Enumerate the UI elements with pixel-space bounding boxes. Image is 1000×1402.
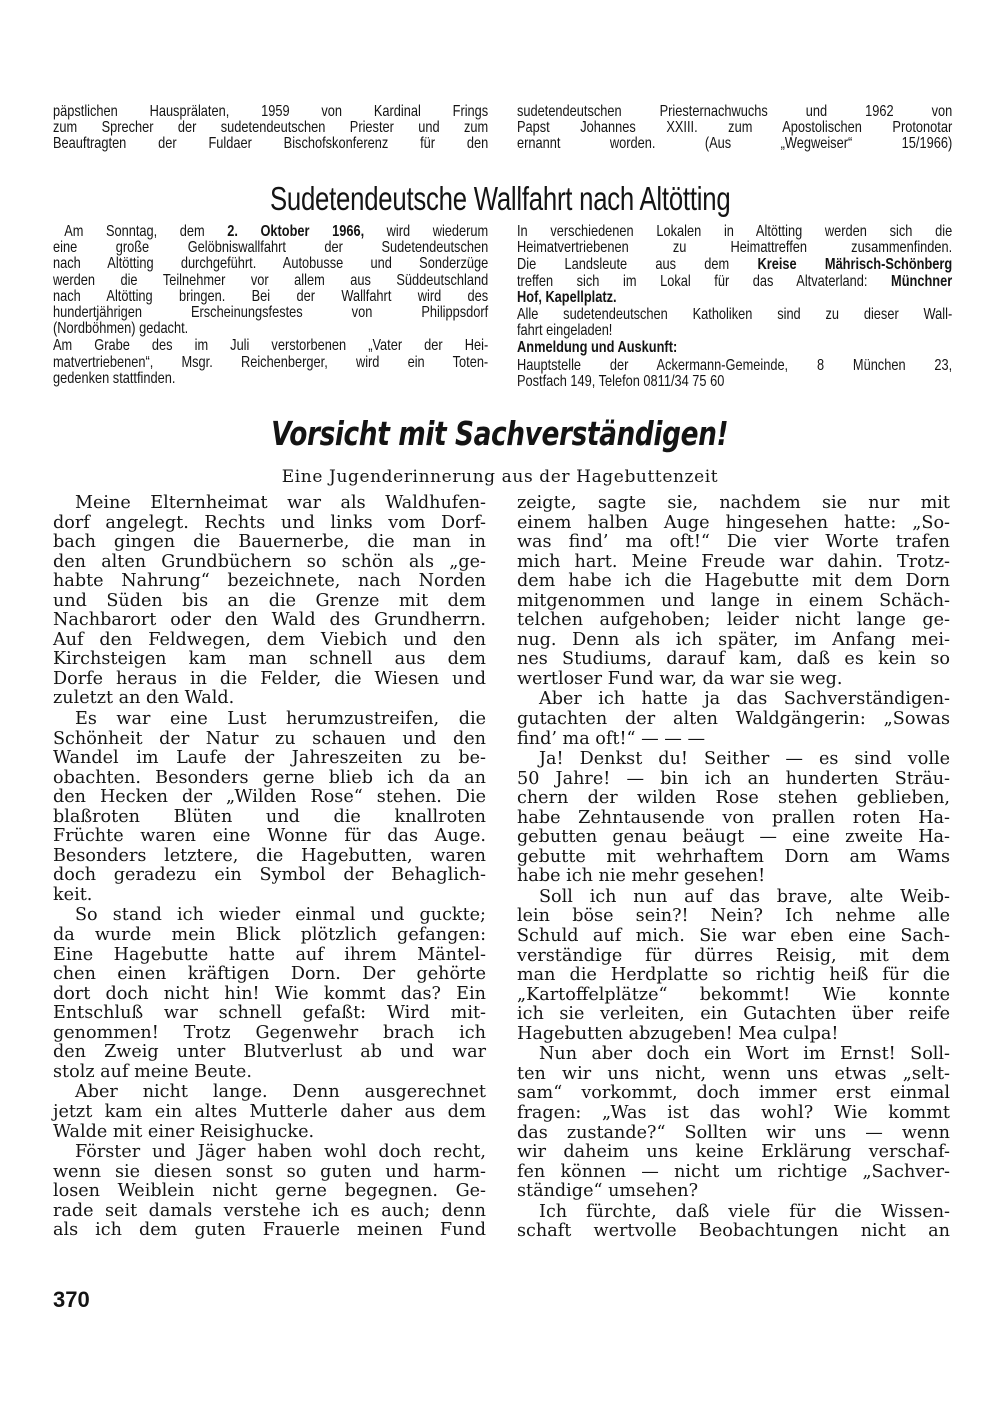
text-segment: jetzt kam ein altes Mutterle daher aus dem	[53, 1101, 486, 1122]
text-line	[517, 927, 950, 947]
text-segment: zeigte, sagte sie, nachdem sie nur mit	[517, 493, 950, 513]
text-line	[53, 289, 488, 305]
paragraph	[517, 224, 952, 256]
text-segment: Eine Hagebutte hatte auf ihrem Mäntel-	[53, 944, 486, 965]
text-line	[517, 730, 950, 750]
text-line	[517, 572, 950, 592]
text-segment: obachten. Besonders gerne blieb ich da an	[53, 767, 486, 788]
text-segment: mitgenommen und lange in einem Schäch-	[517, 590, 950, 611]
text-line	[53, 631, 486, 651]
article-subtitle: Eine Jugenderinnerung aus der Hagebuttenzeit	[281, 467, 719, 487]
text-segment: mich hart. Meine Freude war dahin. Trotz-	[517, 551, 950, 572]
text-segment: eine große Gelöbniswallfahrt der Sudetendeutschen	[53, 239, 489, 257]
text-line	[53, 338, 488, 354]
text-line	[53, 985, 486, 1005]
text-line	[517, 650, 950, 670]
text-segment: doch geradezu ein Symbol der Behaglich-	[53, 865, 486, 886]
text-segment: habe Zehntausende von prallen roten Ha-	[517, 807, 950, 828]
text-segment: einem halben Auge hingesehen hatte: „So-	[517, 512, 950, 533]
text-segment: losen Weiblein nicht gerne begegnen. Ge-	[53, 1181, 486, 1202]
text-segment: So stand ich wieder einmal und guckte;	[75, 905, 486, 926]
text-segment: da wurde mein Blick plötzlich gefangen:	[53, 925, 486, 946]
text-line	[517, 533, 950, 553]
text-segment: lein böse sein?! Nein? Ich nehme alle	[517, 906, 950, 927]
text-segment: nach Altötting durchgeführt. Autobusse und Sonderzüge	[53, 255, 489, 273]
text-segment: dorf angelegt. Rechts und links vom Dorf-	[53, 512, 486, 533]
text-line	[517, 670, 950, 690]
text-line	[53, 847, 486, 867]
text-segment: verständige für dürres Reisig, mit dem	[517, 945, 950, 966]
text-line	[517, 848, 950, 868]
text-line	[517, 1045, 950, 1065]
text-segment: find’ ma oft!“ — — —	[517, 728, 706, 749]
text-segment: Heimatvertriebenen zu Heimattreffen zusammenfinden.	[517, 239, 953, 257]
paragraph	[53, 494, 486, 709]
text-line	[517, 1182, 950, 1202]
text-segment: Schönheit der Natur zu schauen und den	[53, 728, 486, 749]
text-segment: In verschiedenen Lokalen in Altötting werden sich die	[517, 223, 953, 240]
text-line	[53, 572, 486, 592]
text-line	[53, 305, 488, 321]
text-line	[53, 1063, 486, 1083]
text-segment: wertloser Fund war, da war sie weg.	[517, 668, 843, 689]
text-segment: gebutten genau beäugt — eine zweite Ha-	[517, 827, 950, 848]
text-line	[53, 749, 486, 769]
text-line	[517, 828, 950, 848]
text-segment: habe ich nie mehr gesehen!	[517, 866, 766, 887]
text-line	[517, 1104, 950, 1124]
text-line	[517, 789, 950, 809]
text-segment: Papst Johannes XXIII. zum Apostolischen Protonotar	[517, 119, 953, 137]
text-line	[53, 827, 486, 847]
text-segment: Hauptstelle der Ackermann-Gemeinde, 8 München 23,	[517, 356, 953, 374]
text-line	[517, 1203, 950, 1223]
text-line	[53, 1103, 486, 1123]
text-line	[517, 986, 950, 1006]
text-segment: sam“ vorkommt, doch immer erst einmal	[517, 1083, 950, 1104]
text-line	[53, 730, 486, 750]
article-heading	[0, 180, 1000, 218]
text-line	[517, 710, 950, 730]
text-segment: nug. Denn als ich später, im Anfang mei-	[517, 629, 950, 650]
text-segment: Aber nicht lange. Denn ausgerechnet	[75, 1082, 486, 1103]
text-segment: was find’ ma oft!“ Die vier Worte trafen	[517, 532, 950, 553]
text-line	[517, 966, 950, 986]
text-segment: schaft wertvolle Beobachtungen nicht an	[517, 1221, 950, 1242]
text-line	[517, 323, 952, 339]
text-segment: telchen aufgehoben; leider nicht lange ge-	[517, 610, 950, 631]
text-segment: stolz auf meine Beute.	[53, 1061, 252, 1082]
paragraph	[53, 224, 488, 337]
text-segment: Schuld auf mich. Sie war eben eine Sach-	[517, 926, 950, 947]
text-segment: Hagebutten abzugeben! Mea culpa!	[517, 1023, 839, 1044]
text-segment: ernannt worden. (Aus „Wegweiser“ 15/1966)	[517, 135, 953, 153]
text-segment: zuletzt an den Wald.	[53, 688, 235, 709]
text-segment: fen können — nicht um richtige „Sachver-	[517, 1161, 950, 1182]
text-line	[53, 1182, 486, 1202]
text-line	[517, 307, 952, 323]
top-left-column	[53, 104, 488, 154]
text-segment: rade seit damals verstehe ich es auch; denn	[53, 1200, 486, 1221]
paragraph	[517, 690, 950, 749]
text-line	[517, 907, 950, 927]
text-segment: ten wir uns nicht, wenn uns etwas „selt-	[517, 1063, 950, 1084]
text-segment: Ja! Denkst du! Seither — es sind volle	[539, 749, 950, 770]
text-line	[53, 104, 488, 120]
text-line	[517, 867, 950, 887]
bold-text: Anmeldung und Auskunft:	[517, 339, 678, 357]
text-segment: Am Sonntag, dem	[64, 223, 228, 240]
text-segment: Kirchsteigen kam man schnell aus dem	[53, 649, 486, 670]
text-segment: Meine Elternheimat war als Waldhufen-	[75, 493, 486, 513]
text-segment: gedenken stattfinden.	[53, 369, 176, 387]
text-line	[53, 1043, 486, 1063]
text-line	[517, 888, 950, 908]
text-line	[53, 136, 488, 152]
text-line	[53, 273, 488, 289]
article1-right-column	[517, 224, 952, 391]
bold-text: Münchner	[891, 272, 953, 290]
text-line	[53, 886, 486, 906]
text-segment: zum Sprecher der sudetendeutschen Priester und zum	[53, 119, 489, 137]
text-segment: wir daheim uns keine Erklärung verschaf-	[517, 1142, 950, 1163]
text-line	[517, 553, 950, 573]
text-line	[53, 592, 486, 612]
text-line	[53, 494, 486, 514]
text-line	[53, 1024, 486, 1044]
text-line	[517, 809, 950, 829]
paragraph	[517, 1045, 950, 1201]
text-segment: Am Grabe des im Juli verstorbenen „Vater der Hei-	[53, 337, 489, 355]
text-line	[517, 1163, 950, 1183]
text-line	[53, 769, 486, 789]
text-segment: Die Landsleute aus dem	[517, 256, 758, 274]
text-line	[517, 690, 950, 710]
text-line	[53, 1163, 486, 1183]
bold-text: 2. Oktober 1966,	[227, 223, 365, 240]
text-line	[53, 689, 486, 709]
article-heading-text: Sudetendeutsche Wallfahrt nach Altötting	[269, 180, 731, 217]
text-line	[53, 120, 488, 136]
text-segment: „Kartoffelplätze“ bekommt! Wie konnte	[517, 984, 950, 1005]
text-line	[517, 120, 952, 136]
text-line	[53, 371, 488, 387]
text-segment: wird wiederum	[364, 223, 489, 240]
page-number: 370	[53, 1287, 90, 1312]
text-segment: Dorfe heraus in die Felder, die Wiesen und	[53, 668, 486, 689]
text-line	[53, 611, 486, 631]
text-segment: Früchte waren eine Wonne für das Auge.	[53, 826, 486, 847]
paragraph	[53, 338, 488, 387]
text-segment: man die Herdplatte so richtig heiß für die	[517, 965, 950, 986]
text-line	[53, 1221, 486, 1241]
text-line	[517, 340, 952, 356]
text-segment: Es war eine Lust herumzustreifen, die	[75, 709, 486, 730]
text-line	[53, 670, 486, 690]
text-segment: fahrt eingeladen!	[517, 322, 613, 340]
text-segment: ich sie verleiten, ein Gutachten über reife	[517, 1004, 950, 1025]
text-line	[53, 1004, 486, 1024]
paragraph	[517, 104, 952, 153]
text-segment: wenn sie diesen sonst so guten und harm-	[53, 1161, 486, 1182]
article1-left-column	[53, 224, 488, 388]
text-line	[53, 224, 488, 240]
paragraph	[517, 494, 950, 689]
text-line	[53, 866, 486, 886]
text-segment: das zustande?“ Sollten wir uns — wenn	[517, 1122, 950, 1143]
text-segment: Förster und Jäger haben wohl doch recht,	[75, 1142, 486, 1163]
text-segment: werden die Teilnehmer vor allem aus Süddeutschland	[53, 271, 489, 289]
text-line	[517, 514, 950, 534]
text-segment: (Nordböhmen) gedacht.	[53, 320, 189, 338]
text-segment: den Hecken der „Wilden Rose“ stehen. Die	[53, 787, 486, 808]
paragraph	[53, 710, 486, 905]
text-segment: 50 Jahre! — bin ich an hunderten Sträu-	[517, 768, 950, 789]
paragraph	[517, 750, 950, 887]
paragraph	[517, 888, 950, 1044]
text-segment: Nun aber doch ein Wort im Ernst! Soll-	[539, 1044, 950, 1065]
text-line	[53, 946, 486, 966]
text-segment: Entschluß war schnell gefaßt: Wird mit-	[53, 1003, 486, 1024]
text-segment: dort doch nicht hin! Wie kommt das? Ein	[53, 983, 486, 1004]
bold-text: Hof, Kapellplatz.	[517, 288, 617, 306]
text-segment: Aber ich hatte ja das Sachverständigen-	[539, 689, 950, 710]
text-line	[517, 104, 952, 120]
text-line	[53, 1083, 486, 1103]
text-line	[517, 770, 950, 790]
text-segment: Alle sudetendeutschen Katholiken sind zu dieser Wall-	[517, 306, 953, 324]
text-line	[517, 257, 952, 273]
text-segment: Besonders letztere, die Hagebutten, waren	[53, 845, 486, 866]
text-segment: Auf den Feldwegen, dem Viebich und den	[53, 629, 486, 650]
text-line	[517, 631, 950, 651]
text-segment: als ich dem guten Frauerle meinen Fund	[53, 1220, 486, 1241]
article-title-text: Vorsicht mit Sachverständigen!	[271, 414, 729, 453]
text-line	[517, 358, 952, 374]
text-segment: Soll ich nun auf das brave, alte Weib-	[539, 886, 950, 907]
text-line	[53, 553, 486, 573]
text-line	[53, 788, 486, 808]
bold-text: Kreise Mährisch-Schönberg	[757, 256, 953, 274]
text-line	[517, 1143, 950, 1163]
text-segment: gebutte mit wehrhaftem Dorn am Wams	[517, 846, 950, 867]
text-line	[53, 1123, 486, 1143]
text-line	[517, 1084, 950, 1104]
text-segment: Nachbarort oder den Wald des Grundherrn.	[53, 610, 486, 631]
text-segment: päpstlichen Hausprälaten, 1959 von Kardinal Frings	[53, 103, 489, 120]
text-segment: nes Studiums, darauf kam, daß es kein so	[517, 649, 950, 670]
text-line	[53, 1143, 486, 1163]
article-title	[0, 414, 1000, 453]
text-line	[517, 750, 950, 770]
text-segment: Beauftragten der Fuldaer Bischofskonferenz für den	[53, 135, 489, 153]
paragraph	[517, 340, 952, 356]
text-line	[517, 1065, 950, 1085]
text-segment: Walde mit einer Reisighucke.	[53, 1121, 315, 1142]
paragraph	[53, 906, 486, 1082]
text-line	[517, 240, 952, 256]
article2-left-column	[53, 494, 486, 1242]
text-line	[53, 240, 488, 256]
article2-right-column	[517, 494, 950, 1243]
text-segment: chern der wilden Rose stehen geblieben,	[517, 788, 950, 809]
text-line	[53, 256, 488, 272]
paragraph	[517, 1203, 950, 1242]
text-line	[517, 274, 952, 290]
text-segment: hundertjährigen Erscheinungsfestes von Philippsdorf	[53, 304, 489, 322]
text-line	[53, 321, 488, 337]
paragraph	[53, 1143, 486, 1241]
text-line	[517, 611, 950, 631]
text-line	[53, 355, 488, 371]
text-line	[53, 906, 486, 926]
paragraph	[517, 358, 952, 390]
text-segment: genommen! Trotz Gegenwehr brach ich	[53, 1022, 486, 1043]
paragraph	[517, 307, 952, 339]
text-line	[53, 533, 486, 553]
text-segment: dem habe ich die Hagebutte mit dem Dorn	[517, 571, 950, 592]
text-line	[517, 1222, 950, 1242]
paragraph	[53, 1083, 486, 1142]
text-segment: Wandel im Laufe der Jahreszeiten zu be-	[53, 748, 486, 769]
text-segment: chen einen kräftigen Dorn. Der gehörte	[53, 964, 486, 985]
text-segment: keit.	[53, 884, 93, 905]
text-line	[53, 1202, 486, 1222]
text-segment: bach gingen die Bauernerbe, die man in	[53, 532, 486, 553]
text-line	[517, 1124, 950, 1144]
text-line	[517, 374, 952, 390]
text-line	[517, 592, 950, 612]
text-segment: fragen: „Was ist das wohl? Wie kommt	[517, 1102, 950, 1123]
text-segment: habte Nahrung“ bezeichnete, nach Norden	[53, 571, 486, 592]
text-segment: nach Altötting bringen. Bei der Wallfahrt wird des	[53, 287, 489, 305]
text-line	[517, 290, 952, 306]
text-line	[517, 494, 950, 514]
text-line	[53, 965, 486, 985]
text-line	[53, 926, 486, 946]
text-line	[517, 1025, 950, 1045]
text-line	[517, 136, 952, 152]
text-segment: blaßroten Blüten und die knallroten	[53, 806, 486, 827]
text-line	[53, 514, 486, 534]
text-segment: ständige“ umsehen?	[517, 1181, 699, 1202]
text-segment: und Süden bis an die Grenze mit dem	[53, 590, 486, 611]
text-line	[517, 947, 950, 967]
paragraph	[53, 104, 488, 153]
text-line	[53, 808, 486, 828]
top-right-column	[517, 104, 952, 154]
paragraph	[517, 257, 952, 306]
text-segment: Ich fürchte, daß viele für die Wissen-	[539, 1201, 950, 1222]
text-segment: gutachten der alten Waldgängerin: „Sowas	[517, 709, 950, 730]
text-line	[53, 650, 486, 670]
text-line	[53, 710, 486, 730]
text-segment: treffen sich im Lokal für das Altvaterland:	[517, 272, 892, 290]
text-segment: Postfach 149, Telefon 0811/34 75 60	[517, 372, 725, 390]
text-segment: matvertriebenen“, Msgr. Reichenberger, wird ein Toten-	[53, 353, 489, 371]
text-segment: sudetendeutschen Priesternachwuchs und 1962 von	[517, 103, 953, 120]
text-line	[517, 1005, 950, 1025]
text-line	[517, 224, 952, 240]
text-segment: den alten Grundbüchern so schön als „ge-	[53, 551, 486, 572]
text-segment: den Zweig unter Blutverlust ab und war	[53, 1042, 486, 1063]
